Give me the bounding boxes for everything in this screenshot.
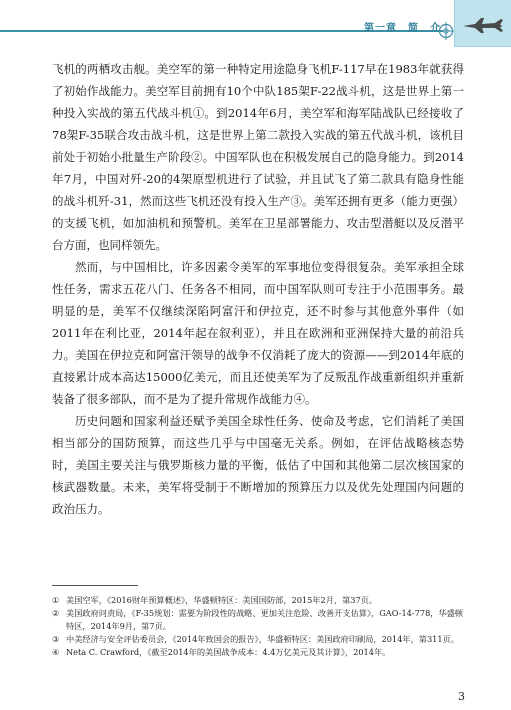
footnote-mark: ②	[52, 608, 60, 618]
footnote-text: 美国政府问责局，《F-35规划：需要为阶段性的战略、更加关注危险、改善开支估算》，GAO-14-778，华盛顿特区，2014年9月，第7页。	[66, 608, 464, 631]
page-header	[0, 0, 511, 44]
chapter-title: 第一章 简 介	[364, 23, 441, 34]
body-text	[52, 58, 464, 520]
paragraph-3: 历史问题和国家利益还赋予美国全球性任务、使命及考虑，它们消耗了美国相当部分的国防预算，而这些几乎与中国毫无关系。例如，在评估战略核态势时，美国主要关注与俄罗斯核力量的平衡，低估了中国和其他第二层次核国家的核武器数量。未来，美军将受制于不断增加的预算压力以及优先处理国内问题的政治压力。	[52, 414, 464, 516]
paragraph-2: 然而，与中国相比，许多因素令美军的军事地位变得很复杂。美军承担全球性任务，需求五花八门、任务各不相同，而中国军队则可专注于小范围事务。最明显的是，美军不仅继续深陷阿富汗和伊拉克，还不时参与其他意外事件（如2011年在利比亚，2014年起在叙利亚），并且在欧洲和亚洲保持大量的前沿兵力。美国在伊拉克和阿富汗领导的战争不仅消耗了庞大的资源——到2014年底的直接累计成本高达15000亿美元，而且还使美军为了反叛乱作战重新组织并重新装备了很多部队，而不是为了提升常规作战能力④。	[52, 260, 464, 406]
paragraph-1: 飞机的两栖攻击舰。美空军的第一种特定用途隐身飞机F-117早在1983年就获得了初始作战能力。美空军目前拥有10个中队185架F-22战斗机，这是世界上第一种投入实战的第五代战斗机①。到2014年6月，美空军和海军陆战队已经接收了78架F-35联合攻击战斗机，这是世界上第二款投入实战的第五代战斗机，该机目前处于初始小批量生产阶段②。中国军队也在积极发展自己的隐身能力。到2014年7月，中国对歼-20的4架原型机进行了试验，并且试飞了第二款具有隐身性能的战斗机歼-31，然而这些飞机还没有投入生产③。美军还拥有更多（能力更强）的支援飞机，如加油机和预警机。美军在卫星部署能力、攻击型潜艇以及反潜平台方面，也同样领先。	[52, 62, 464, 252]
footnote-text: 中美经济与安全评估委员会，《2014年致国会的报告》，华盛顿特区：美国政府印刷局，2014年，第311页。	[66, 634, 459, 644]
footnote-mark: ①	[52, 595, 60, 605]
header-rule-left	[0, 30, 62, 32]
footnote-mark: ④	[52, 647, 60, 657]
page-number: 3	[458, 690, 465, 703]
footnote-text: Neta C. Crawford，《截至2014年的美国战争成本：4.4万亿美元及其计算》，2014年。	[66, 647, 391, 657]
footnotes	[52, 594, 464, 659]
footnote-4	[52, 646, 464, 659]
fighter-jet-icon	[461, 14, 505, 36]
crosshair-icon	[437, 22, 455, 40]
chapter-thumb-tab	[454, 0, 511, 47]
footnote-text: 美国空军，《2016财年预算概述》，华盛顿特区：美国国防部，2015年2月，第37页。	[66, 595, 378, 605]
footnote-1	[52, 594, 464, 607]
footnote-mark: ③	[52, 634, 60, 644]
footnote-3	[52, 633, 464, 646]
footnote-2	[52, 607, 464, 633]
footnote-rule	[52, 585, 138, 586]
